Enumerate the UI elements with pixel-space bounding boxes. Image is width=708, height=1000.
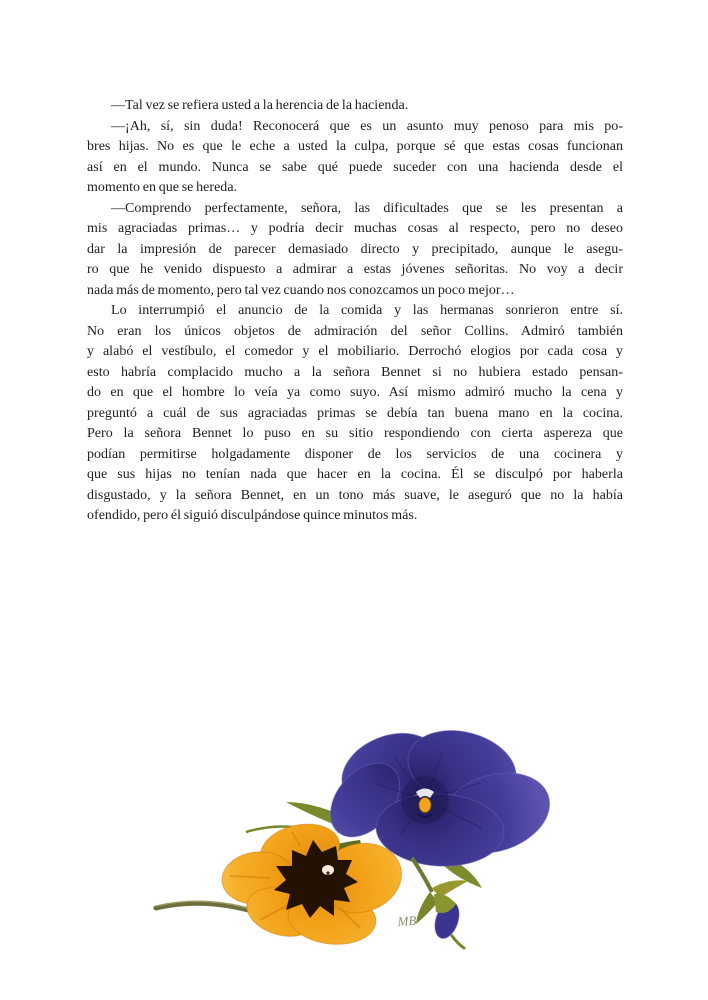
- text-line: dar la impresión de parecer demasiado directo y precipitado, aunque le asegu-: [87, 241, 623, 257]
- page-text: [87, 96, 623, 527]
- artist-signature: MB: [397, 912, 417, 929]
- text-line: momento en que se hereda.: [87, 180, 238, 195]
- text-line: nada más de momento, pero tal vez cuando nos conozcamos un poco mejor…: [87, 282, 515, 298]
- text-line: así en el mundo. Nunca se sabe qué puede suceder con una hacienda desde el: [87, 159, 623, 175]
- pansy-illustration: [150, 728, 560, 963]
- text-line: —Comprendo perfectamente, señora, las dificultades que se les presentan a: [111, 200, 623, 216]
- text-line: No eran los únicos objetos de admiración del señor Collins. Admiró también: [87, 323, 623, 339]
- text-line: y alabó el vestíbulo, el comedor y el mobiliario. Derrochó elogios por cada cosa y: [87, 344, 623, 359]
- text-line: Lo interrumpió el anuncio de la comida y las hermanas sonrieron entre sí.: [111, 303, 623, 318]
- text-line: ro que he venido dispuesto a admirar a estas jóvenes señoritas. No voy a decir: [87, 262, 623, 277]
- text-line: —¡Ah, sí, sin duda! Reconocerá que es un asunto muy penoso para mis po-: [111, 118, 623, 134]
- text-line: disgustado, y la señora Bennet, en un tono más suave, le aseguró que no la había: [87, 487, 623, 503]
- text-line: esto habría complacido mucho a la señora Bennet si no hubiera estado pensan-: [87, 364, 623, 380]
- text-line: podían permitirse holgadamente disponer de los servicios de una cocinera y: [87, 446, 623, 462]
- text-line: —Tal vez se refiera usted a la herencia de la hacienda.: [111, 98, 409, 113]
- text-line: preguntó a cuál de sus agraciadas primas se debía tan buena mano en la cocina.: [87, 405, 623, 421]
- text-line: bres hijas. No es que le eche a usted la culpa, porque sé que estas cosas funcionan: [87, 139, 623, 154]
- text-line: Pero la señora Bennet lo puso en su sitio respondiendo con cierta aspereza que: [87, 426, 623, 441]
- text-line: do en que el hombre lo veía ya como suyo. Así mismo admiró mucho la cena y: [87, 385, 623, 400]
- text-line: que sus hijas no tenían nada que hacer en la cocina. Él se disculpó por haberla: [87, 467, 623, 482]
- text-line: mis agraciadas primas… y podría decir muchas cosas al respecto, pero no deseo: [87, 221, 623, 236]
- text-line: ofendido, pero él siguió disculpándose quince minutos más.: [87, 508, 418, 523]
